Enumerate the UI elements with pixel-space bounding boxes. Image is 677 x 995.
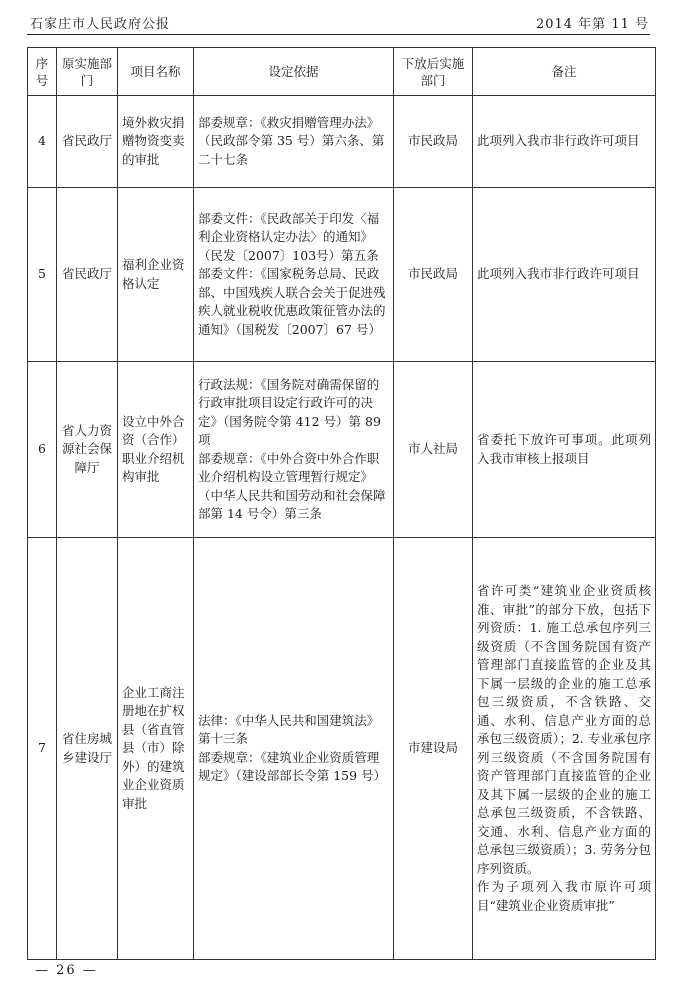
header-divider (27, 34, 650, 35)
table-row (28, 96, 656, 188)
basis-entry: 部委规章：《救灾捐赠管理办法》（民政部令第 35 号）第六条、第二十七条 (198, 114, 385, 167)
col-header-seq: 序号 (28, 48, 57, 96)
cell-orig-dept: 省住房城乡建设厅 (57, 538, 118, 960)
col-header-orig-dept: 原实施部门 (57, 48, 118, 96)
cell-note (473, 188, 656, 362)
note-entry: 省委托下放许可事项。此项列入我市审核上报项目 (477, 432, 651, 466)
cell-orig-dept: 省民政厅 (57, 188, 118, 362)
cell-seq: 4 (28, 96, 57, 188)
cell-orig-dept: 省人力资源社会保障厅 (57, 362, 118, 538)
note-entry: 作为子项列入我市原许可项目“建筑业企业资质审批” (477, 879, 651, 913)
cell-new-dept: 市人社局 (394, 362, 473, 538)
basis-entry: 法律：《中华人民共和国建筑法》第十三条 (198, 712, 380, 746)
cell-new-dept: 市建设局 (394, 538, 473, 960)
cell-basis (194, 96, 394, 188)
cell-note (473, 362, 656, 538)
cell-project: 企业工商注册地在扩权县（省直管县（市）除外）的建筑业企业资质审批 (118, 538, 194, 960)
delegation-table (27, 47, 656, 960)
col-header-project: 项目名称 (118, 48, 194, 96)
note-entry: 省许可类“建筑业企业资质核准、审批”的部分下放，包括下列资质：1. 施工总承包序列三级资质（不含国务院国有资产管理部门直接监管的企业及其下属一层级的企业的施工总承包三级资质，不含铁路、交通、水利、信息产业方面的总承包三级资质）；2. 专业承包序列三级资质（不含国务院国有资产管理部门直接监管的企业及其下属一层级的企业的施工总承包三级资质，不含铁路、交通、水利、信息产业方面的总承包三级资质）；3. 劳务分包序列资质。 (477, 583, 651, 876)
col-header-note: 备注 (473, 48, 656, 96)
cell-basis (194, 538, 394, 960)
issue-number: 2014 年第 11 号 (535, 17, 649, 32)
cell-seq: 5 (28, 188, 57, 362)
table-row (28, 362, 656, 538)
cell-note (473, 96, 656, 188)
col-header-basis: 设定依据 (194, 48, 394, 96)
cell-basis (194, 362, 394, 538)
cell-project: 设立中外合资（合作）职业介绍机构审批 (118, 362, 194, 538)
cell-new-dept: 市民政局 (394, 188, 473, 362)
note-entry: 此项列入我市非行政许可项目 (477, 133, 640, 149)
basis-entry: 部委规章：《中外合资中外合作职业介绍机构设立管理暂行规定》（中华人民共和国劳动和社会保障部第 14 号令）第三条 (198, 450, 386, 521)
cell-project: 境外救灾捐赠物资变卖的审批 (118, 96, 194, 188)
cell-seq: 6 (28, 362, 57, 538)
cell-note (473, 538, 656, 960)
table-row (28, 538, 656, 960)
basis-entry: 部委文件：《国家税务总局、民政部、中国残疾人联合会关于促进残疾人就业税收优惠政策征管办法的通知》（国税发〔2007〕67 号） (198, 266, 386, 337)
table-row (28, 188, 656, 362)
cell-seq: 7 (28, 538, 57, 960)
table-header-row (28, 48, 656, 96)
publication-title: 石家庄市人民政府公报 (30, 17, 171, 32)
cell-orig-dept: 省民政厅 (57, 96, 118, 188)
cell-project: 福利企业资格认定 (118, 188, 194, 362)
basis-entry: 部委文件：《民政部关于印发〈福利企业资格认定办法〉的通知》（民发〔2007〕103号）第五条 (198, 210, 380, 263)
cell-basis (194, 188, 394, 362)
col-header-new-dept: 下放后实施部门 (394, 48, 473, 96)
basis-entry: 行政法规：《国务院对确需保留的行政审批项目设定行政许可的决定》（国务院令第 412 号）第 89 项 (198, 376, 381, 447)
cell-new-dept: 市民政局 (394, 96, 473, 188)
page-number: — 26 — (35, 963, 98, 978)
note-entry: 此项列入我市非行政许可项目 (477, 266, 640, 282)
basis-entry: 部委规章：《建筑业企业资质管理规定》（建设部部长令第 159 号） (198, 749, 387, 783)
